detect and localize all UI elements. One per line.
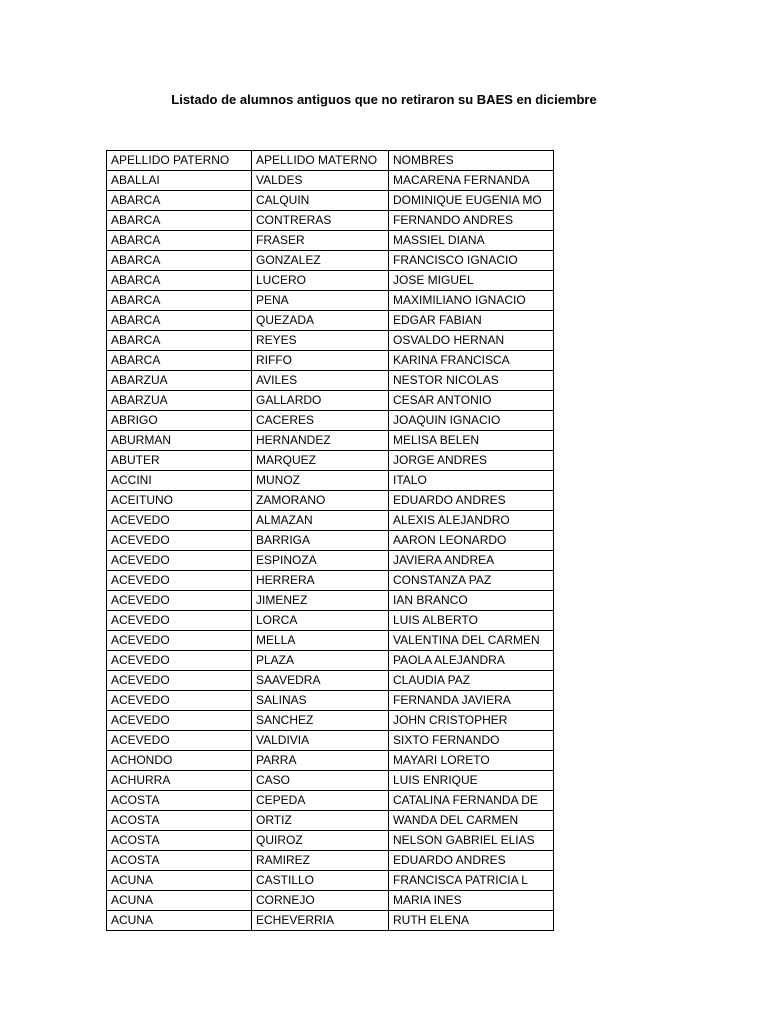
cell-nombres: MELISA BELEN	[389, 431, 554, 451]
cell-nombres: NESTOR NICOLAS	[389, 371, 554, 391]
cell-apellido-materno: CORNEJO	[252, 891, 389, 911]
document-title: Listado de alumnos antiguos que no retiraron su BAES en diciembre	[171, 92, 597, 107]
table-row	[107, 791, 554, 811]
cell-apellido-paterno: ACOSTA	[107, 831, 252, 851]
cell-apellido-materno: BARRIGA	[252, 531, 389, 551]
table-row	[107, 831, 554, 851]
cell-nombres: MAYARI LORETO	[389, 751, 554, 771]
table-row	[107, 631, 554, 651]
table-row	[107, 591, 554, 611]
cell-apellido-materno: ALMAZAN	[252, 511, 389, 531]
table-row	[107, 891, 554, 911]
table-row	[107, 251, 554, 271]
cell-apellido-paterno: ACUNA	[107, 871, 252, 891]
cell-nombres: CLAUDIA PAZ	[389, 671, 554, 691]
table-row	[107, 511, 554, 531]
cell-nombres: AARON LEONARDO	[389, 531, 554, 551]
cell-apellido-materno: MARQUEZ	[252, 451, 389, 471]
cell-apellido-paterno: ABARCA	[107, 231, 252, 251]
table-row	[107, 191, 554, 211]
table-row	[107, 231, 554, 251]
header-apellido-materno: APELLIDO MATERNO	[252, 151, 389, 171]
header-nombres: NOMBRES	[389, 151, 554, 171]
cell-apellido-materno: REYES	[252, 331, 389, 351]
cell-nombres: OSVALDO HERNAN	[389, 331, 554, 351]
table-row	[107, 411, 554, 431]
cell-apellido-materno: SAAVEDRA	[252, 671, 389, 691]
cell-apellido-materno: PENA	[252, 291, 389, 311]
cell-apellido-paterno: ACEITUNO	[107, 491, 252, 511]
table-row	[107, 391, 554, 411]
cell-apellido-paterno: ACEVEDO	[107, 631, 252, 651]
cell-nombres: EDUARDO ANDRES	[389, 491, 554, 511]
cell-apellido-materno: VALDES	[252, 171, 389, 191]
cell-nombres: LUIS ALBERTO	[389, 611, 554, 631]
cell-apellido-materno: SALINAS	[252, 691, 389, 711]
cell-nombres: FERNANDO ANDRES	[389, 211, 554, 231]
table-row	[107, 271, 554, 291]
table-header-row	[107, 151, 554, 171]
table-row	[107, 651, 554, 671]
table-row	[107, 311, 554, 331]
cell-nombres: FRANCISCO IGNACIO	[389, 251, 554, 271]
cell-apellido-paterno: ABALLAI	[107, 171, 252, 191]
header-apellido-paterno: APELLIDO PATERNO	[107, 151, 252, 171]
cell-nombres: FRANCISCA PATRICIA L	[389, 871, 554, 891]
cell-nombres: PAOLA ALEJANDRA	[389, 651, 554, 671]
table-row	[107, 571, 554, 591]
cell-apellido-paterno: ABARCA	[107, 291, 252, 311]
cell-nombres: EDUARDO ANDRES	[389, 851, 554, 871]
cell-apellido-paterno: ACEVEDO	[107, 691, 252, 711]
table-row	[107, 751, 554, 771]
cell-apellido-paterno: ABARCA	[107, 311, 252, 331]
cell-nombres: JAVIERA ANDREA	[389, 551, 554, 571]
cell-apellido-materno: QUEZADA	[252, 311, 389, 331]
table-row	[107, 611, 554, 631]
cell-apellido-materno: GALLARDO	[252, 391, 389, 411]
table-row	[107, 491, 554, 511]
cell-apellido-materno: RIFFO	[252, 351, 389, 371]
cell-apellido-paterno: ACEVEDO	[107, 671, 252, 691]
table-row	[107, 371, 554, 391]
cell-nombres: CONSTANZA PAZ	[389, 571, 554, 591]
table-row	[107, 351, 554, 371]
cell-apellido-paterno: ACOSTA	[107, 791, 252, 811]
cell-nombres: JOHN CRISTOPHER	[389, 711, 554, 731]
cell-apellido-paterno: ACEVEDO	[107, 571, 252, 591]
cell-nombres: NELSON GABRIEL ELIAS	[389, 831, 554, 851]
cell-apellido-paterno: ABARZUA	[107, 371, 252, 391]
cell-apellido-materno: SANCHEZ	[252, 711, 389, 731]
table-row	[107, 211, 554, 231]
cell-apellido-paterno: ABARCA	[107, 351, 252, 371]
cell-nombres: JOAQUIN IGNACIO	[389, 411, 554, 431]
cell-apellido-paterno: ACEVEDO	[107, 531, 252, 551]
cell-apellido-paterno: ACOSTA	[107, 851, 252, 871]
cell-apellido-materno: QUIROZ	[252, 831, 389, 851]
cell-apellido-materno: ECHEVERRIA	[252, 911, 389, 931]
table-row	[107, 871, 554, 891]
cell-nombres: LUIS ENRIQUE	[389, 771, 554, 791]
cell-apellido-materno: CONTRERAS	[252, 211, 389, 231]
table-body	[107, 171, 554, 931]
student-table	[106, 150, 554, 931]
cell-apellido-paterno: ABUTER	[107, 451, 252, 471]
cell-nombres: SIXTO FERNANDO	[389, 731, 554, 751]
cell-nombres: DOMINIQUE EUGENIA MO	[389, 191, 554, 211]
cell-apellido-materno: MUNOZ	[252, 471, 389, 491]
cell-apellido-materno: RAMIREZ	[252, 851, 389, 871]
cell-nombres: VALENTINA DEL CARMEN	[389, 631, 554, 651]
cell-nombres: IAN BRANCO	[389, 591, 554, 611]
cell-nombres: FERNANDA JAVIERA	[389, 691, 554, 711]
cell-apellido-paterno: ACEVEDO	[107, 651, 252, 671]
cell-apellido-materno: GONZALEZ	[252, 251, 389, 271]
table-row	[107, 911, 554, 931]
cell-apellido-paterno: ACEVEDO	[107, 711, 252, 731]
cell-apellido-paterno: ABARCA	[107, 191, 252, 211]
cell-apellido-paterno: ABURMAN	[107, 431, 252, 451]
cell-nombres: MAXIMILIANO IGNACIO	[389, 291, 554, 311]
cell-apellido-materno: CACERES	[252, 411, 389, 431]
cell-apellido-materno: CALQUIN	[252, 191, 389, 211]
cell-apellido-materno: CEPEDA	[252, 791, 389, 811]
cell-apellido-materno: HERRERA	[252, 571, 389, 591]
cell-apellido-paterno: ACUNA	[107, 891, 252, 911]
cell-nombres: RUTH ELENA	[389, 911, 554, 931]
cell-nombres: KARINA FRANCISCA	[389, 351, 554, 371]
cell-nombres: MACARENA FERNANDA	[389, 171, 554, 191]
cell-apellido-paterno: ACEVEDO	[107, 611, 252, 631]
cell-apellido-materno: VALDIVIA	[252, 731, 389, 751]
cell-apellido-materno: FRASER	[252, 231, 389, 251]
cell-apellido-materno: CASO	[252, 771, 389, 791]
cell-apellido-paterno: ABARCA	[107, 331, 252, 351]
cell-nombres: JORGE ANDRES	[389, 451, 554, 471]
table-row	[107, 431, 554, 451]
cell-apellido-paterno: ACCINI	[107, 471, 252, 491]
cell-apellido-materno: PLAZA	[252, 651, 389, 671]
cell-apellido-materno: AVILES	[252, 371, 389, 391]
cell-nombres: EDGAR FABIAN	[389, 311, 554, 331]
table-row	[107, 451, 554, 471]
table-row	[107, 171, 554, 191]
cell-apellido-materno: HERNANDEZ	[252, 431, 389, 451]
cell-apellido-paterno: ACHURRA	[107, 771, 252, 791]
cell-apellido-paterno: ACHONDO	[107, 751, 252, 771]
cell-nombres: ALEXIS ALEJANDRO	[389, 511, 554, 531]
cell-apellido-paterno: ACEVEDO	[107, 511, 252, 531]
cell-apellido-paterno: ACEVEDO	[107, 551, 252, 571]
cell-apellido-paterno: ABARCA	[107, 211, 252, 231]
table-row	[107, 331, 554, 351]
cell-nombres: CATALINA FERNANDA DE	[389, 791, 554, 811]
cell-apellido-paterno: ABRIGO	[107, 411, 252, 431]
cell-apellido-paterno: ACEVEDO	[107, 731, 252, 751]
cell-apellido-paterno: ACEVEDO	[107, 591, 252, 611]
table-row	[107, 531, 554, 551]
table-row	[107, 771, 554, 791]
table-row	[107, 291, 554, 311]
cell-apellido-materno: ESPINOZA	[252, 551, 389, 571]
table-row	[107, 851, 554, 871]
cell-apellido-materno: MELLA	[252, 631, 389, 651]
cell-nombres: ITALO	[389, 471, 554, 491]
cell-nombres: JOSE MIGUEL	[389, 271, 554, 291]
cell-apellido-materno: PARRA	[252, 751, 389, 771]
cell-apellido-materno: ORTIZ	[252, 811, 389, 831]
cell-apellido-paterno: ACUNA	[107, 911, 252, 931]
cell-nombres: WANDA DEL CARMEN	[389, 811, 554, 831]
cell-apellido-materno: LORCA	[252, 611, 389, 631]
table-row	[107, 731, 554, 751]
cell-apellido-paterno: ABARCA	[107, 251, 252, 271]
cell-nombres: CESAR ANTONIO	[389, 391, 554, 411]
table-row	[107, 691, 554, 711]
cell-apellido-paterno: ACOSTA	[107, 811, 252, 831]
cell-apellido-materno: CASTILLO	[252, 871, 389, 891]
cell-nombres: MARIA INES	[389, 891, 554, 911]
cell-apellido-materno: LUCERO	[252, 271, 389, 291]
table-row	[107, 811, 554, 831]
table-row	[107, 471, 554, 491]
table-row	[107, 671, 554, 691]
cell-apellido-paterno: ABARCA	[107, 271, 252, 291]
cell-nombres: MASSIEL DIANA	[389, 231, 554, 251]
table-row	[107, 551, 554, 571]
table-row	[107, 711, 554, 731]
cell-apellido-materno: ZAMORANO	[252, 491, 389, 511]
cell-apellido-materno: JIMENEZ	[252, 591, 389, 611]
cell-apellido-paterno: ABARZUA	[107, 391, 252, 411]
